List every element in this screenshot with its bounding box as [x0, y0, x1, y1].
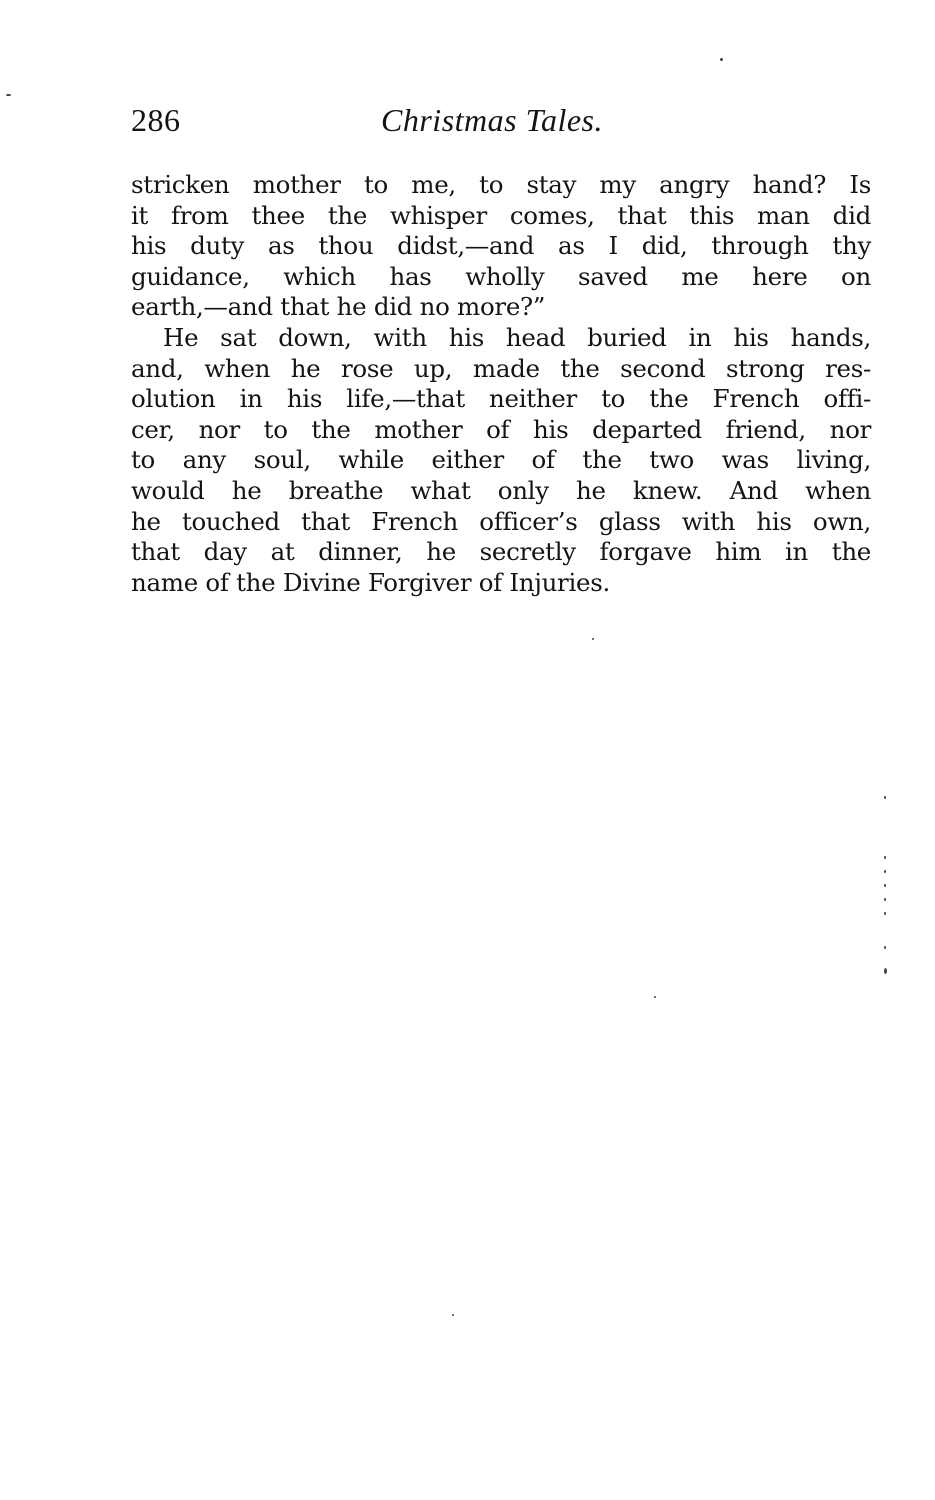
scan-speck — [884, 968, 887, 974]
text-line: name of the Divine Forgiver of Injuries. — [131, 567, 610, 597]
text-line: stricken mother to me, to stay my angry hand? Is — [131, 170, 871, 199]
text-line: olution in his life,—that neither to the French offi- — [131, 384, 871, 414]
text-line: and, when he rose up, made the second strong res- — [131, 353, 871, 383]
text-line: he touched that French officer’s glass with his own, — [131, 506, 871, 536]
text-line: guidance, which has wholly saved me here on — [131, 261, 871, 291]
scan-speck — [884, 856, 886, 859]
scan-speck — [884, 796, 886, 799]
running-title: Christmas Tales. — [381, 102, 603, 138]
body-text — [131, 170, 871, 598]
scan-speck — [720, 58, 723, 61]
scan-speck — [452, 1314, 454, 1316]
scan-speck — [592, 638, 594, 640]
text-line: cer, nor to the mother of his departed friend, nor — [131, 414, 871, 444]
scan-speck — [884, 870, 886, 873]
paragraph-start-line: He sat down, with his head buried in his hands, — [163, 322, 871, 352]
scan-speck — [884, 912, 886, 915]
text-line: to any soul, while either of the two was living, — [131, 445, 871, 475]
scan-speck — [884, 884, 886, 887]
text-line: his duty as thou didst,—and as I did, through thy — [131, 231, 871, 261]
scan-speck — [654, 996, 656, 998]
text-line: that day at dinner, he secretly forgave him in the — [131, 537, 871, 567]
text-line: would he breathe what only he knew. And when — [131, 475, 871, 505]
text-line: earth,—and that he did no more?” — [131, 292, 546, 322]
scan-speck — [884, 946, 886, 949]
scan-speck — [884, 898, 886, 901]
page-number: 286 — [131, 102, 181, 138]
text-line: it from thee the whisper comes, that this man did — [131, 200, 871, 230]
running-head — [131, 98, 871, 142]
scan-speck — [6, 94, 11, 96]
